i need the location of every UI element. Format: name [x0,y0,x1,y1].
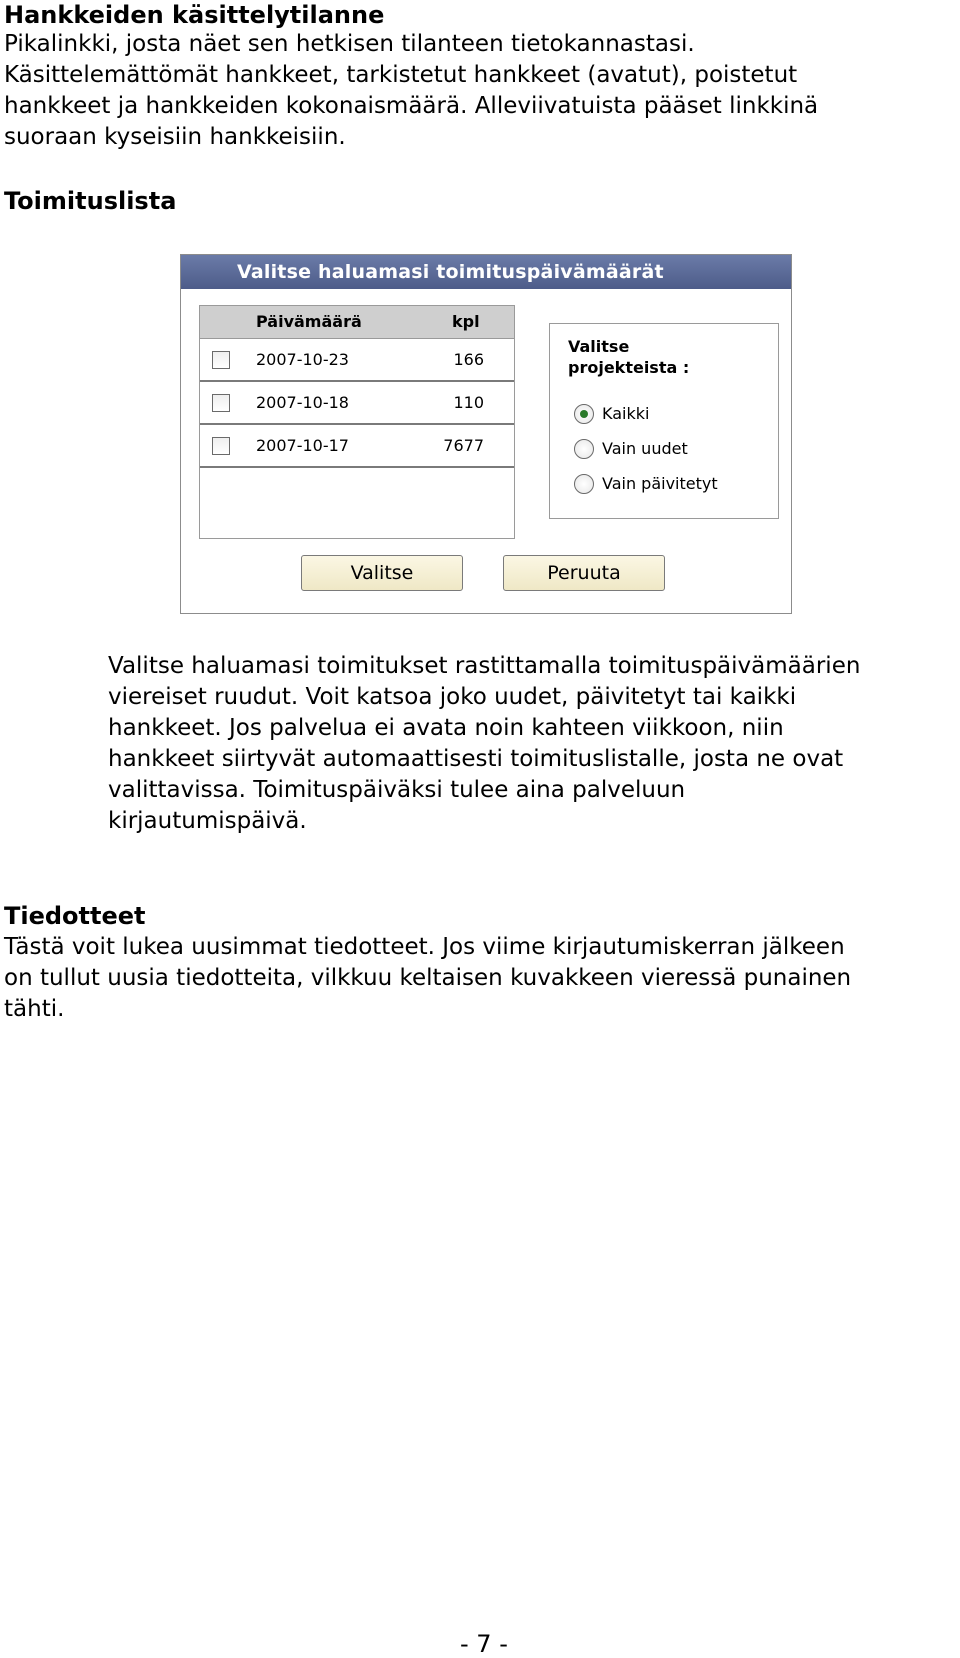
select-button[interactable]: Valitse [301,555,463,591]
row-count: 110 [453,393,484,412]
radio-button[interactable] [574,404,594,424]
text-line: on tullut uusia tiedotteita, vilkkuu keltaisen kuvakkeen vieressä punainen [4,965,852,991]
row-date: 2007-10-18 [256,393,349,412]
section-text-announcements [4,932,851,1025]
section-text-delivery-list [108,651,860,837]
radio-label: Vain uudet [602,439,688,458]
text-line: hankkeet ja hankkeiden kokonaismäärä. Alleviivatuista pääset linkkinä [4,93,819,119]
section-heading-announcements: Tiedotteet [4,902,146,930]
section-text-processing-status [4,29,818,153]
radio-button[interactable] [574,474,594,494]
text-line: viereiset ruudut. Voit katsoa joko uudet, päivitetyt tai kaikki [108,684,797,710]
radio-button[interactable] [574,439,594,459]
text-line: valittavissa. Toimituspäiväksi tulee aina palveluun [108,777,686,803]
filter-label: Valitse projekteista : [568,337,690,377]
radio-label: Kaikki [602,404,650,423]
text-line: tähti. [4,996,65,1022]
row-date: 2007-10-23 [256,350,349,369]
table-row [200,339,514,382]
date-checkbox[interactable] [212,394,230,412]
dialog-header [181,255,791,289]
column-header-date: Päivämäärä [256,312,362,331]
section-heading-delivery-list: Toimituslista [4,187,177,215]
text-line: Käsittelemättömät hankkeet, tarkistetut hankkeet (avatut), poistetut [4,62,798,88]
date-checkbox[interactable] [212,351,230,369]
project-filter-box [549,323,779,519]
text-line: Valitse haluamasi toimitukset rastittamalla toimituspäivämäärien [108,653,861,679]
dialog-title: Valitse haluamasi toimituspäivämäärät [237,261,664,283]
delivery-date-dialog [180,254,792,614]
table-header [200,306,514,339]
page-number: - 7 - [460,1630,508,1658]
radio-label: Vain päivitetyt [602,474,718,493]
row-count: 166 [453,350,484,369]
section-heading-processing-status: Hankkeiden käsittelytilanne [4,1,385,29]
cancel-button[interactable]: Peruuta [503,555,665,591]
column-header-count: kpl [452,312,480,331]
row-date: 2007-10-17 [256,436,349,455]
date-checkbox[interactable] [212,437,230,455]
text-line: Tästä voit lukea uusimmat tiedotteet. Jos viime kirjautumiskerran jälkeen [4,934,845,960]
text-line: kirjautumispäivä. [108,808,307,834]
text-line: Pikalinkki, josta näet sen hetkisen tilanteen tietokannastasi. [4,31,695,57]
table-row [200,425,514,468]
table-row [200,382,514,425]
text-line: hankkeet siirtyvät automaattisesti toimituslistalle, josta ne ovat [108,746,844,772]
text-line: hankkeet. Jos palvelua ei avata noin kahteen viikkoon, niin [108,715,784,741]
row-count: 7677 [443,436,484,455]
text-line: suoraan kyseisiin hankkeisiin. [4,124,346,150]
delivery-date-table [199,305,515,539]
